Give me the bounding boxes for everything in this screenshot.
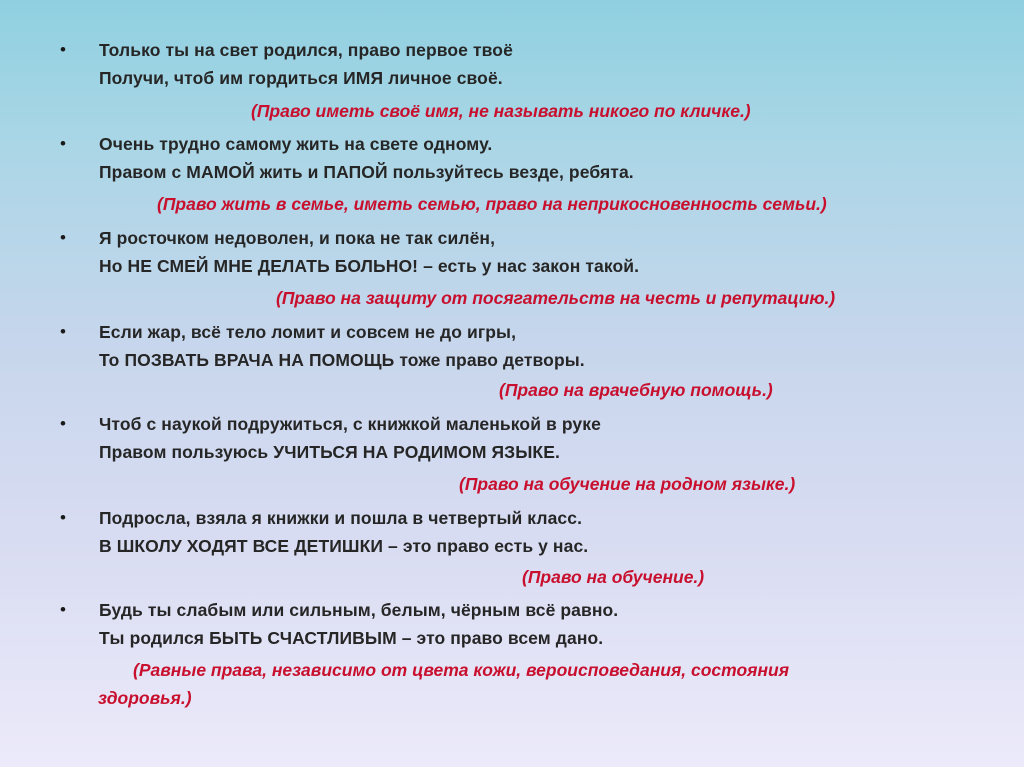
bullet: •: [60, 228, 66, 247]
bullet: •: [60, 40, 66, 59]
verse-line: Правом с МАМОЙ жить и ПАПОЙ пользуйтесь везде, ребята.: [99, 162, 634, 182]
verse-line: Но НЕ СМЕЙ МНЕ ДЕЛАТЬ БОЛЬНО! – есть у нас закон такой.: [99, 256, 640, 276]
right-note: (Право жить в семье, иметь семью, право на неприкосновенность семьи.): [157, 194, 827, 214]
verse-line: Получи, чтоб им гордиться ИМЯ личное своё.: [99, 68, 503, 88]
bullet: •: [60, 600, 66, 619]
right-note: (Право на обучение на родном языке.): [459, 474, 796, 494]
verse-line: Если жар, всё тело ломит и совсем не до игры,: [99, 322, 517, 342]
bullet: •: [60, 414, 66, 433]
verse-line: Подросла, взяла я книжки и пошла в четвертый класс.: [99, 508, 583, 528]
verse-line: Ты родился БЫТЬ СЧАСТЛИВЫМ – это право всем дано.: [99, 628, 604, 648]
verse-line: То ПОЗВАТЬ ВРАЧА НА ПОМОЩЬ тоже право детворы.: [99, 350, 585, 370]
verse-line: Только ты на свет родился, право первое твоё: [99, 40, 513, 60]
verse-line: Очень трудно самому жить на свете одному.: [99, 134, 493, 154]
bullet: •: [60, 508, 66, 527]
verse-line: Я росточком недоволен, и пока не так силён,: [99, 228, 496, 248]
right-note: (Право на защиту от посягательств на честь и репутацию.): [276, 288, 836, 308]
right-note: (Право на обучение.): [522, 567, 705, 587]
verse-line: Будь ты слабым или сильным, белым, чёрным всё равно.: [99, 600, 619, 620]
verse-line: В ШКОЛУ ХОДЯТ ВСЕ ДЕТИШКИ – это право есть у нас.: [99, 536, 589, 556]
bullet: •: [60, 134, 66, 153]
right-note: (Право на врачебную помощь.): [499, 380, 773, 400]
right-note: (Право иметь своё имя, не называть никого по кличке.): [251, 101, 751, 121]
bullet: •: [60, 322, 66, 341]
verse-line: Правом пользуюсь УЧИТЬСЯ НА РОДИМОМ ЯЗЫКЕ.: [99, 442, 560, 462]
right-note-continuation: здоровья.): [98, 688, 192, 708]
right-note: (Равные права, независимо от цвета кожи, вероисповедания, состояния: [133, 660, 790, 680]
verse-line: Чтоб с наукой подружиться, с книжкой маленькой в руке: [99, 414, 601, 434]
